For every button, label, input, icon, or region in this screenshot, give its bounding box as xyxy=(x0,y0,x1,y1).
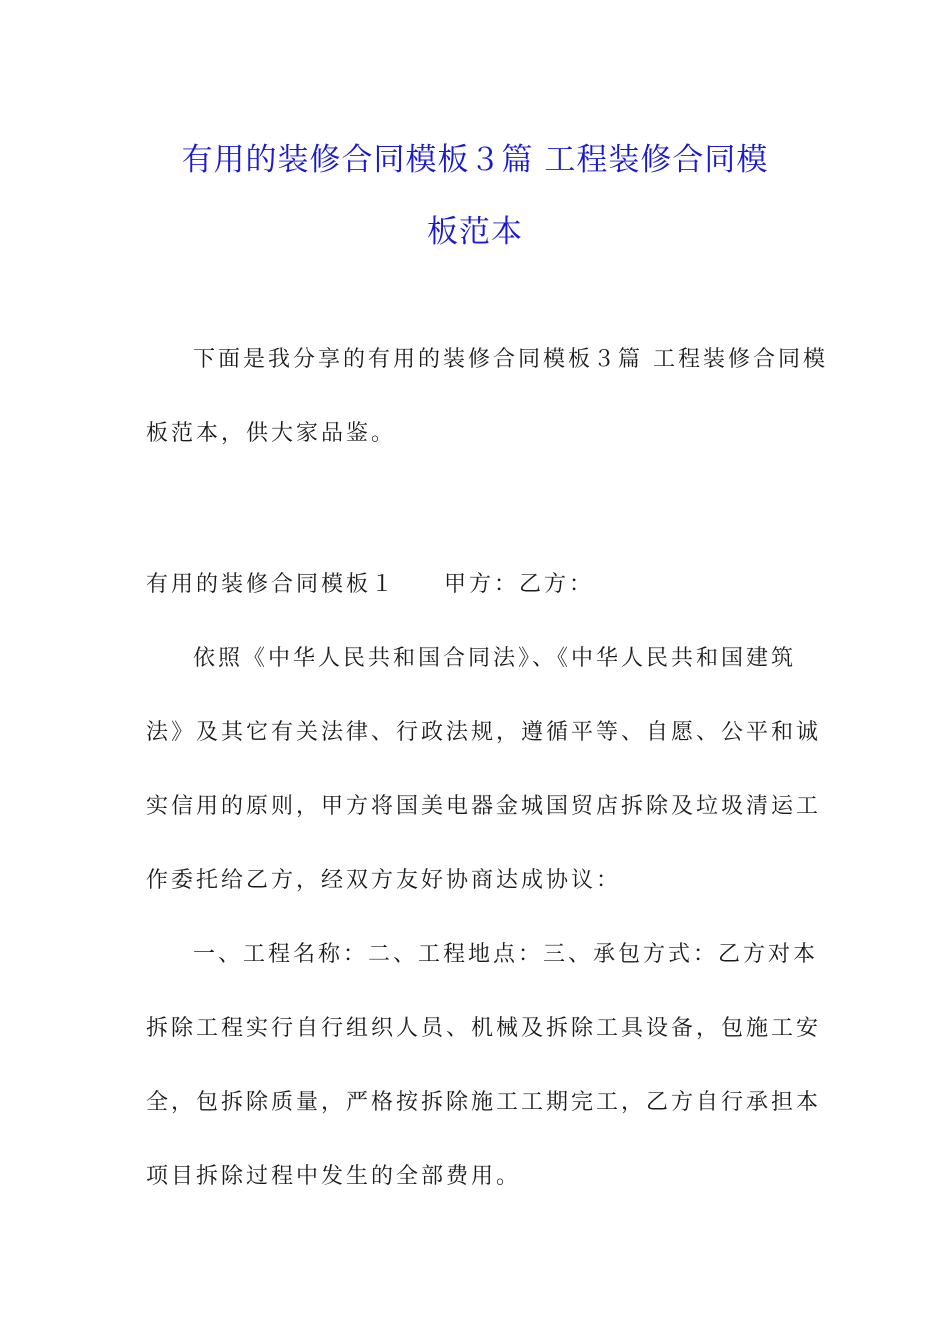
title-line-2: 板范本 xyxy=(427,214,523,250)
para2-line-4: 项目拆除过程中发生的全部费用。 xyxy=(146,1164,522,1189)
intro-paragraph xyxy=(146,344,828,492)
document-title xyxy=(120,124,830,268)
section-1-heading-line xyxy=(146,569,810,643)
section-1 xyxy=(146,569,822,1235)
para1-line-2: 法》及其它有关法律、行政法规，遵循平等、自愿、公平和诚 xyxy=(146,720,822,745)
para2-line-2: 拆除工程实行自行组织人员、机械及拆除工具设备，包施工安 xyxy=(146,1016,822,1041)
para2-line-1: 一、工程名称：二、工程地点：三、承包方式：乙方对本 xyxy=(193,942,819,967)
title-line-1: 有用的装修合同模板３篇 工程装修合同模 xyxy=(181,142,769,178)
para1-line-1: 依照《中华人民共和国合同法》、《中华人民共和国建筑 xyxy=(193,646,797,671)
intro-line-1: 下面是我分享的有用的装修合同模板３篇 工程装修合同模 xyxy=(193,347,828,372)
section-1-heading: 有用的装修合同模板１ xyxy=(146,572,397,597)
para1-line-4: 作委托给乙方，经双方友好协商达成协议： xyxy=(146,868,622,893)
section-1-parties: 甲方：乙方： xyxy=(444,572,595,597)
para1-line-3: 实信用的原则，甲方将国美电器金城国贸店拆除及垃圾清运工 xyxy=(146,794,822,819)
intro-line-2: 板范本，供大家品鉴。 xyxy=(146,421,397,446)
para2-line-3: 全，包拆除质量，严格按拆除施工工期完工，乙方自行承担本 xyxy=(146,1090,822,1115)
